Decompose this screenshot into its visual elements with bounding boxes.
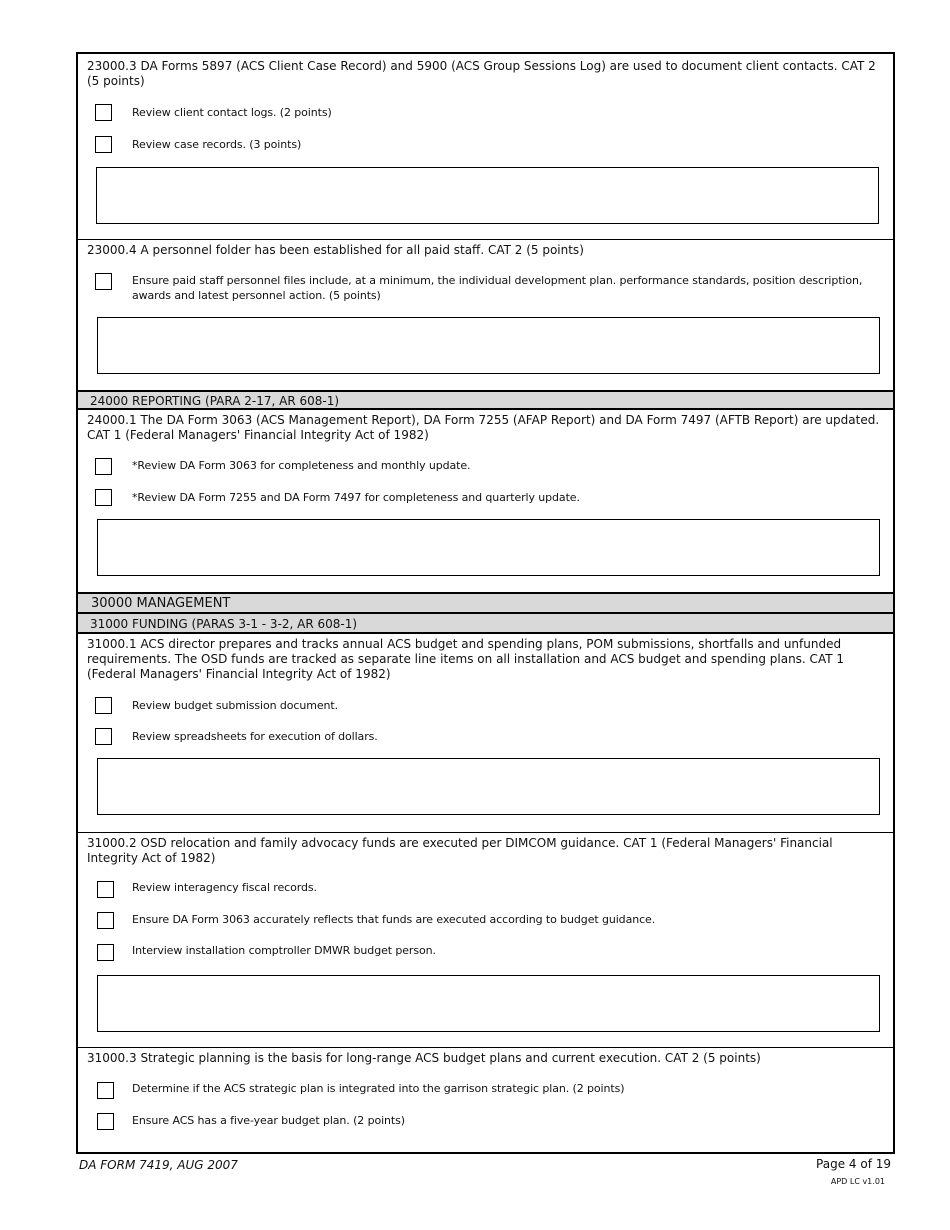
checkbox-31000-2-b[interactable] [97, 912, 114, 929]
checkbox-23000-4-a[interactable] [95, 273, 112, 290]
checkbox-31000-1-b[interactable] [95, 728, 112, 745]
check-label: Review budget submission document. [132, 699, 339, 712]
check-label: Review interagency fiscal records. [132, 881, 317, 894]
checkbox-24000-1-b[interactable] [95, 489, 112, 506]
page-number: Page 4 of 19 [816, 1157, 891, 1171]
checkbox-31000-2-c[interactable] [97, 944, 114, 961]
section-header-funding: 31000 FUNDING (PARAS 3-1 - 3-2, AR 608-1) [78, 612, 893, 634]
divider [78, 832, 893, 833]
version-label: APD LC v1.01 [830, 1177, 885, 1186]
checkbox-31000-1-a[interactable] [95, 697, 112, 714]
checkbox-24000-1-a[interactable] [95, 458, 112, 475]
item-23000-3-text: 23000.3 DA Forms 5897 (ACS Client Case Record) and 5900 (ACS Group Sessions Log) are used to document client contacts. CAT 2 (5 points) [87, 59, 876, 88]
checkbox-31000-3-a[interactable] [97, 1082, 114, 1099]
item-31000-2-text: 31000.2 OSD relocation and family advocacy funds are executed per DIMCOM guidance. CAT 1 (Federal Managers' Financial Integrity Act of 1982) [87, 836, 833, 865]
item-24000-1-text: 24000.1 The DA Form 3063 (ACS Management Report), DA Form 7255 (AFAP Report) and DA Form 7497 (AFTB Report) are updated. CAT 1 (Federal Managers' Financial Integrity Act of 1982) [87, 413, 880, 442]
check-label: Determine if the ACS strategic plan is integrated into the garrison strategic plan. (2 points) [132, 1082, 625, 1095]
remarks-field-31000-1[interactable] [97, 758, 880, 815]
checklist-frame [76, 52, 895, 1154]
item-23000-4-text: 23000.4 A personnel folder has been established for all paid staff. CAT 2 (5 points) [87, 243, 584, 257]
form-identifier: DA FORM 7419, AUG 2007 [79, 1158, 238, 1172]
check-label: Review client contact logs. (2 points) [132, 106, 332, 119]
check-label: *Review DA Form 7255 and DA Form 7497 for completeness and quarterly update. [132, 491, 580, 504]
check-label: Review spreadsheets for execution of dollars. [132, 730, 378, 743]
section-header-management: 30000 MANAGEMENT [78, 592, 893, 614]
checkbox-23000-3-a[interactable] [95, 104, 112, 121]
check-label: *Review DA Form 3063 for completeness and monthly update. [132, 459, 471, 472]
remarks-field-31000-2[interactable] [97, 975, 880, 1032]
divider [78, 239, 893, 240]
remarks-field-23000-3[interactable] [96, 167, 879, 224]
check-label: Ensure DA Form 3063 accurately reflects that funds are executed according to budget guidance. [132, 913, 656, 926]
divider [78, 1047, 893, 1048]
item-31000-1-text: 31000.1 ACS director prepares and tracks annual ACS budget and spending plans, POM submissions, shortfalls and unfunded requirements. The OSD funds are tracked as separate line items on all installation and ACS budget and spending plans. CAT 1 (Federal Managers' Financial Integrity Act of 1982) [87, 637, 844, 681]
check-label: Review case records. (3 points) [132, 138, 302, 151]
checkbox-31000-3-b[interactable] [97, 1113, 114, 1130]
check-label: Interview installation comptroller DMWR budget person. [132, 944, 436, 957]
remarks-field-23000-4[interactable] [97, 317, 880, 374]
remarks-field-24000-1[interactable] [97, 519, 880, 576]
checkbox-23000-3-b[interactable] [95, 136, 112, 153]
check-label: Ensure paid staff personnel files include, at a minimum, the individual development plan. performance standards, position description, awards and latest personnel action. (5 points) [132, 274, 863, 302]
checkbox-31000-2-a[interactable] [97, 881, 114, 898]
section-header-reporting: 24000 REPORTING (PARA 2-17, AR 608-1) [78, 390, 893, 410]
check-label: Ensure ACS has a five-year budget plan. (2 points) [132, 1114, 405, 1127]
item-31000-3-text: 31000.3 Strategic planning is the basis for long-range ACS budget plans and current execution. CAT 2 (5 points) [87, 1051, 761, 1065]
